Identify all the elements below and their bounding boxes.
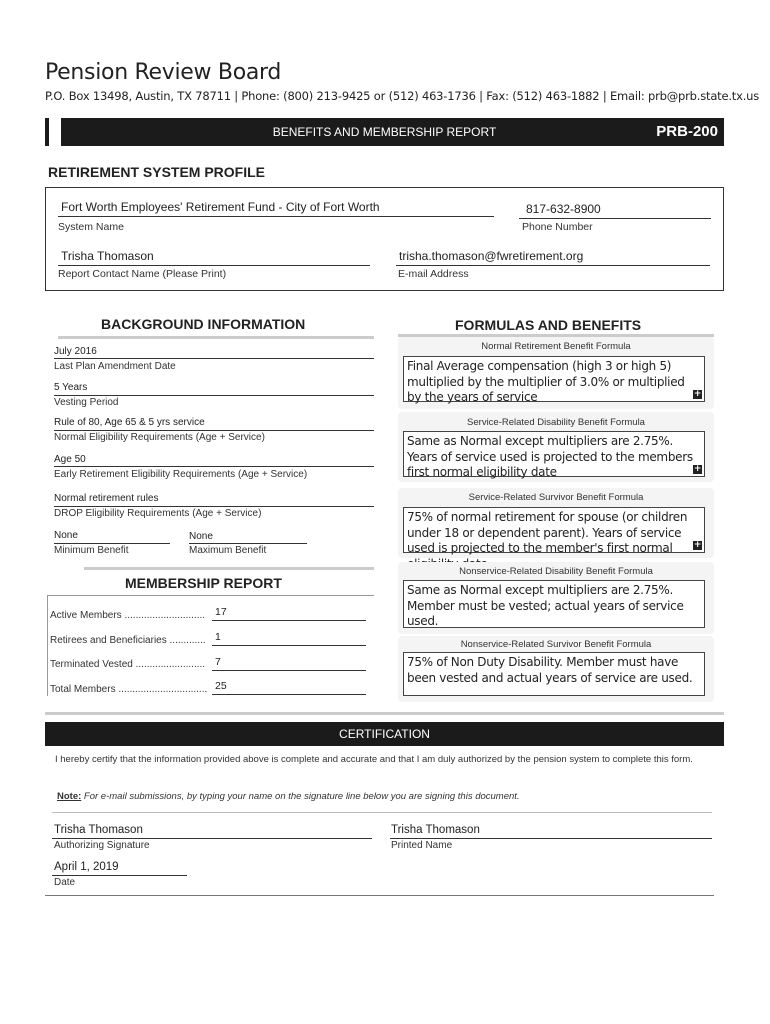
early-eligibility-label: Early Retirement Eligibility Requirements (Age + Service) — [54, 469, 308, 480]
note-rule — [52, 812, 712, 813]
printed-name-field[interactable]: Trisha Thomason — [391, 824, 480, 836]
total-members-line — [212, 694, 366, 695]
certification-note — [57, 791, 520, 802]
minimum-benefit-label: Minimum Benefit — [54, 545, 129, 556]
total-members-field[interactable]: 25 — [215, 680, 227, 692]
normal-formula-label: Normal Retirement Benefit Formula — [481, 341, 631, 352]
terminated-vested-label: Terminated Vested ......................... — [50, 659, 206, 670]
report-banner — [45, 118, 724, 146]
system-name-line — [58, 216, 494, 217]
date-label: Date — [54, 877, 76, 888]
minimum-benefit-field[interactable]: None — [54, 530, 78, 541]
drop-eligibility-label: DROP Eligibility Requirements (Age + Service) — [54, 508, 262, 519]
membership-left-rule — [47, 596, 48, 696]
amendment-date-label: Last Plan Amendment Date — [54, 361, 176, 372]
phone-field[interactable]: 817-632-8900 — [526, 202, 601, 216]
printed-name-label: Printed Name — [391, 840, 453, 851]
page-title: Pension Review Board — [45, 60, 282, 85]
background-heading: BACKGROUND INFORMATION — [101, 316, 306, 332]
date-field[interactable]: April 1, 2019 — [54, 861, 119, 873]
contact-line: P.O. Box 13498, Austin, TX 78711 | Phone: (800) 213-9425 or (512) 463-1736 | Fax: (512) 463-1882 | Email: prb@prb.state.tx.us — [45, 89, 760, 103]
survivor-formula-text: 75% of normal retirement for spouse (or children under 18 or dependent parent). Years of service used is projected to the member's first normal — [407, 510, 688, 555]
minimum-benefit-line — [54, 543, 170, 544]
ns-disability-formula-field[interactable] — [403, 580, 705, 628]
early-eligibility-field[interactable]: Age 50 — [54, 454, 86, 465]
system-name-label: System Name — [58, 221, 124, 233]
signature-line — [52, 838, 372, 839]
formulas-heading: FORMULAS AND BENEFITS — [455, 317, 642, 333]
signature-field[interactable]: Trisha Thomason — [54, 824, 143, 836]
section-divider — [45, 712, 724, 715]
early-eligibility-line — [54, 466, 374, 467]
date-line — [52, 875, 187, 876]
system-name-field[interactable]: Fort Worth Employees' Retirement Fund - City of Fort Worth — [61, 200, 380, 214]
email-field[interactable]: trisha.thomason@fwretirement.org — [399, 249, 584, 263]
note-text: For e-mail submissions, by typing your name on the signature line below you are signing this document. — [81, 791, 520, 802]
maximum-benefit-field[interactable]: None — [189, 531, 213, 542]
expand-icon[interactable]: + — [693, 540, 702, 550]
phone-label: Phone Number — [522, 221, 593, 233]
form-code: PRB-200 — [656, 123, 718, 140]
normal-eligibility-label: Normal Eligibility Requirements (Age + Service) — [54, 432, 265, 443]
normal-eligibility-line — [54, 430, 374, 431]
drop-eligibility-field[interactable]: Normal retirement rules — [54, 493, 159, 504]
survivor-formula-field[interactable] — [403, 507, 705, 553]
retirees-line — [212, 645, 366, 646]
printed-name-line — [390, 838, 712, 839]
disability-formula-field[interactable] — [403, 431, 705, 477]
disability-formula-text: Same as Normal except multipliers are 2.75%. Years of service used is projected to the members first normal eligibility date — [407, 434, 693, 479]
email-line — [396, 265, 710, 266]
background-heading-rule — [58, 336, 374, 339]
ns-survivor-formula-label: Nonservice-Related Survivor Benefit Formula — [460, 639, 652, 650]
ns-survivor-formula-field[interactable] — [403, 652, 705, 696]
ns-disability-formula-label: Nonservice-Related Disability Benefit Formula — [459, 566, 653, 577]
drop-eligibility-line — [54, 506, 374, 507]
normal-formula-text: Final Average compensation (high 3 or high 5) multiplied by the multiplier of 3.0% or multiplied by the years of service — [407, 359, 685, 404]
vesting-line — [54, 395, 374, 396]
terminated-vested-field[interactable]: 7 — [215, 656, 221, 668]
active-members-field[interactable]: 17 — [215, 606, 227, 618]
total-members-label: Total Members ................................ — [50, 684, 208, 695]
profile-heading: RETIREMENT SYSTEM PROFILE — [48, 164, 266, 180]
membership-top-rule — [84, 567, 374, 570]
retirees-label: Retirees and Beneficiaries ............. — [50, 635, 206, 646]
contact-name-field[interactable]: Trisha Thomason — [61, 249, 154, 263]
bottom-rule — [45, 895, 714, 896]
signature-label: Authorizing Signature — [54, 840, 150, 851]
vesting-label: Vesting Period — [54, 397, 119, 408]
certification-text: I hereby certify that the information provided above is complete and accurate and that I am duly authorized by the pension system to complete this form. — [55, 754, 693, 765]
maximum-benefit-line — [189, 543, 307, 544]
amendment-date-line — [54, 358, 374, 359]
contact-name-line — [58, 265, 370, 266]
retirees-field[interactable]: 1 — [215, 631, 221, 643]
active-members-line — [212, 620, 366, 621]
active-members-label: Active Members ............................. — [50, 610, 206, 621]
ns-survivor-formula-text: 75% of Non Duty Disability. Member must have been vested and actual years of service are used. — [407, 655, 693, 685]
amendment-date-field[interactable]: July 2016 — [54, 346, 97, 357]
expand-icon[interactable]: + — [693, 464, 702, 474]
expand-icon[interactable]: + — [693, 389, 702, 399]
vesting-field[interactable]: 5 Years — [54, 382, 88, 393]
normal-formula-field[interactable] — [403, 356, 705, 402]
terminated-vested-line — [212, 670, 366, 671]
survivor-formula-label: Service-Related Survivor Benefit Formula — [468, 492, 644, 503]
phone-line — [519, 218, 711, 219]
disability-formula-label: Service-Related Disability Benefit Formula — [467, 417, 645, 428]
membership-heading-rule — [47, 595, 374, 596]
note-label: Note: — [57, 791, 82, 802]
email-label: E-mail Address — [398, 268, 469, 280]
maximum-benefit-label: Maximum Benefit — [189, 545, 267, 556]
membership-heading: MEMBERSHIP REPORT — [125, 575, 282, 591]
certification-heading: CERTIFICATION — [45, 722, 724, 746]
normal-eligibility-field[interactable]: Rule of 80, Age 65 & 5 yrs service — [54, 417, 205, 428]
contact-name-label: Report Contact Name (Please Print) — [58, 268, 227, 280]
ns-disability-formula-text: Same as Normal except multipliers are 2.75%. Member must be vested; actual years of service used. — [407, 583, 684, 628]
banner-title: BENEFITS AND MEMBERSHIP REPORT — [272, 125, 497, 139]
